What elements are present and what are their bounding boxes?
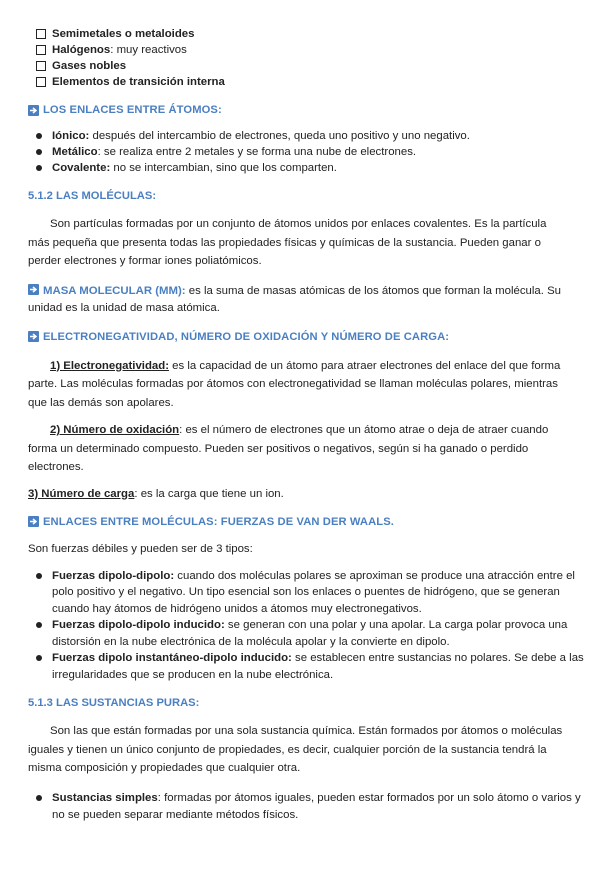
checkbox-icon[interactable] — [36, 45, 46, 55]
sustancias-puras-paragraph: Son las que están formadas por una sola sustancia química. Están formados por átomos o moléculas iguales y tienen un único conjunto de propiedades, es decir, cualquier porción de la sustancia tendrá la misma composición y propiedades que cualquier otra. — [28, 725, 563, 774]
list-item: Iónico: después del intercambio de electrones, queda uno positivo y uno negativo. — [28, 128, 592, 144]
heading-van-der-waals: ENLACES ENTRE MOLÉCULAS: FUERZAS DE VAN DER WAALS. — [28, 514, 600, 530]
heading-sustancias-puras: 5.1.3 LAS SUSTANCIAS PURAS: — [28, 697, 200, 709]
arrow-right-icon — [28, 105, 39, 116]
arrow-right-icon — [28, 516, 39, 527]
heading-enlaces: LOS ENLACES ENTRE ÁTOMOS: — [28, 102, 600, 118]
checkbox-icon[interactable] — [36, 61, 46, 71]
checklist-item: Elementos de transición interna — [28, 74, 600, 90]
arrow-right-icon — [28, 284, 39, 295]
arrow-right-icon — [28, 331, 39, 342]
masa-molecular-paragraph: MASA MOLECULAR (MM): es la suma de masas atómicas de los átomos que forman la molécula. Su unidad es la unidad de masa atómica. — [28, 284, 562, 314]
list-item: Sustancias simples: formadas por átomos iguales, pueden estar formados por un solo átomo o varios y no se pueden separar mediante métodos físicos. — [28, 790, 592, 824]
oxidacion-paragraph: 2) Número de oxidación: es el número de electrones que un átomo atrae o deja de atraer cuando forma un determinado compuesto. Pueden ser positivos o negativos, según si ha ganado o perdido electrones. — [28, 424, 549, 473]
document-page — [0, 26, 600, 824]
heading-moleculas: 5.1.2 LAS MOLÉCULAS: — [28, 190, 157, 202]
fuerzas-list — [28, 568, 600, 684]
list-item: Fuerzas dipolo-dipolo: cuando dos moléculas polares se aproximan se produce una atracción entre el polo positivo y el negativo. Un tipo esencial son los enlaces o puentes de hidrógeno, que se generan cuando hay átomos de hidrógeno unidos a átomos muy electronegativos. — [28, 568, 592, 618]
carga-paragraph: 3) Número de carga: es la carga que tiene un ion. — [28, 487, 284, 500]
heading-electronegatividad: ELECTRONEGATIVIDAD, NÚMERO DE OXIDACIÓN Y NÚMERO DE CARGA: — [28, 329, 600, 345]
list-item: Fuerzas dipolo instantáneo-dipolo inducido: se establecen entre sustancias no polares. Se debe a las irregularidades que se producen en la nube electrónica. — [28, 650, 592, 683]
van-der-waals-intro: Son fuerzas débiles y pueden ser de 3 tipos: — [28, 542, 253, 555]
moleculas-paragraph: Son partículas formadas por un conjunto de átomos unidos por enlaces covalentes. Es la partícula más pequeña que presenta todas las propiedades físicas y químicas de la sustancia. Pueden ganar o perder electrones y formar iones poliatómicos. — [28, 218, 547, 267]
list-item: Metálico: se realiza entre 2 metales y se forma una nube de electrones. — [28, 144, 592, 160]
element-checklist — [28, 26, 600, 90]
checklist-item: Semimetales o metaloides — [28, 26, 600, 42]
list-item: Covalente: no se intercambian, sino que los comparten. — [28, 160, 592, 176]
enlaces-list — [28, 128, 600, 176]
checkbox-icon[interactable] — [36, 77, 46, 87]
list-item: Fuerzas dipolo-dipolo inducido: se generan con una polar y una apolar. La carga polar provoca una distorsión en la nube electrónica de la molécula apolar y la convierte en dipolo. — [28, 617, 592, 650]
checklist-item: Halógenos: muy reactivos — [28, 42, 600, 58]
checkbox-icon[interactable] — [36, 29, 46, 39]
electronegatividad-paragraph: 1) Electronegatividad: es la capacidad de un átomo para atraer electrones del enlace del que forma parte. Las moléculas formadas por átomos con electronegatividad se llaman moléculas polares, mientras que las demás son apolares. — [28, 359, 561, 409]
sustancias-list — [28, 790, 600, 824]
checklist-item: Gases nobles — [28, 58, 600, 74]
